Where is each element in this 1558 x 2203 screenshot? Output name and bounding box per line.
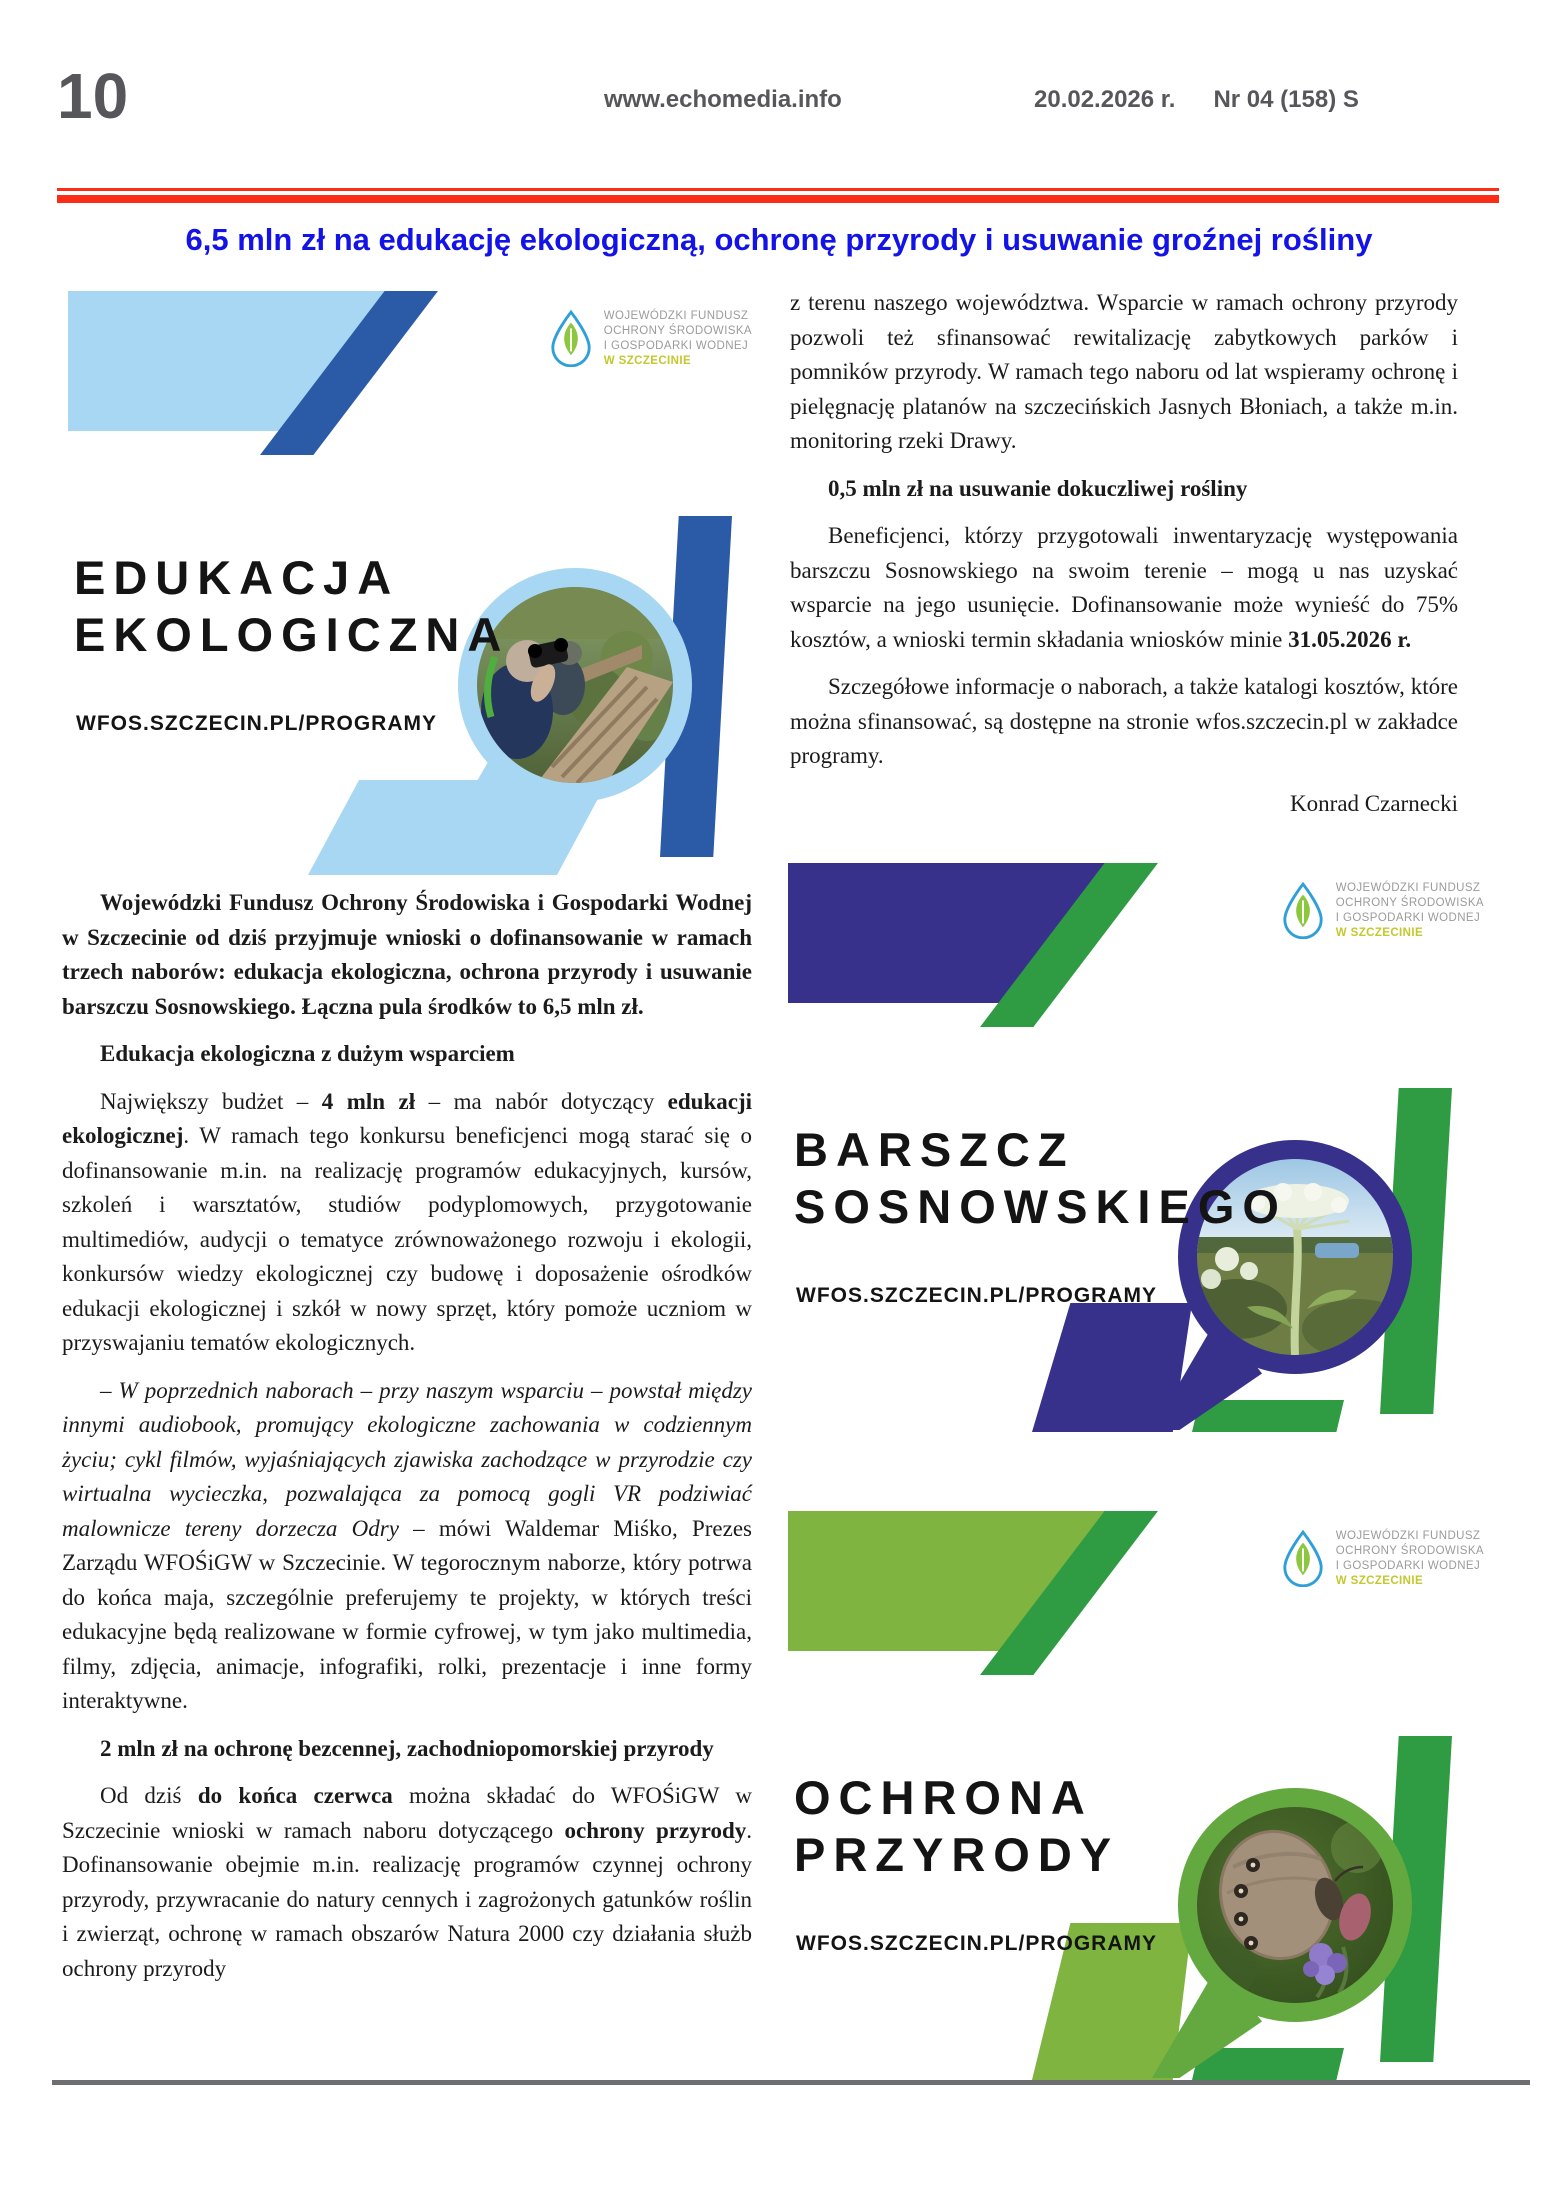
- paragraph-quote: [62, 1374, 752, 1719]
- water-drop-leaf-icon: [1280, 881, 1326, 939]
- card-title: [794, 1121, 1287, 1236]
- wfosigw-logo-text: [1336, 881, 1484, 941]
- issue-info: [1034, 88, 1359, 112]
- wfosigw-logo-text: [1336, 1529, 1484, 1589]
- issue-number: Nr 04 (158) S: [1213, 86, 1359, 113]
- card-title-line2: EKOLOGICZNA: [74, 608, 510, 662]
- text-run: Największy budżet –: [100, 1088, 322, 1114]
- paragraph-continuation: z terenu naszego województwa. Wsparcie w ramach ochrony przyrody pozwoli też sfinansować rewitalizację zabytkowych parków i pomników przyrody. W ramach tego naboru od lat wspieramy ochronę i pielęgnację platanów na szczecińskich Jasnych Błoniach, a także m.in. monitoring rzeki Drawy.: [790, 290, 1458, 453]
- right-column: [790, 286, 1458, 821]
- text-run: . W ramach tego konkursu beneficjenci mogą starać się o dofinansowanie m.in. na realizację programów edukacyjnych, kursów, szkoleń i warsztatów, studiów podyplomowych, przygotowanie multimediów, audycji o tematyce zrównoważonego rozwoju i ekologii, konkursów wiedzy ekologicznej czy budowę i doposażenie ośrodków edukacji ekologicznej i szkół w nowy sprzęt, który pomoże uczniom w przyswajaniu tematów ekologicznych.: [62, 1123, 752, 1355]
- promo-card-barszcz-sosnowskiego: [780, 855, 1492, 1432]
- water-drop-leaf-icon: [548, 309, 594, 367]
- logo-line: I GOSPODARKI WODNEJ: [1335, 911, 1481, 924]
- logo-line: WOJEWÓDZKI FUNDUSZ: [1335, 1530, 1481, 1542]
- italic-quote-run: – W poprzednich naborach – przy naszym wsparciu – powstał między innymi audiobook, promujący ekologiczne zachowania w codziennym życiu; cykl filmów, wyjaśniających zjawiska zachodzące w przyrodzie czy wirtualna wycieczka, pozwalająca za pomocą gogli VR podziwiać malownicze tereny dorzecza Odry: [62, 1377, 752, 1541]
- logo-line: OCHRONY ŚRODOWISKA: [603, 324, 752, 337]
- bold-run: edukacji ekologicznej: [62, 1088, 752, 1148]
- bold-run: 4 mln zł: [321, 1088, 416, 1114]
- author-byline: Konrad Czarnecki: [1290, 790, 1458, 816]
- subhead-edukacja: Edukacja ekologiczna z dużym wsparciem: [100, 1041, 515, 1066]
- logo-line: I GOSPODARKI WODNEJ: [603, 339, 749, 352]
- promo-card-edukacja-ekologiczna: [60, 283, 760, 875]
- card-title: [794, 1769, 1119, 1884]
- paragraph-hogweed: [790, 519, 1458, 657]
- card-photo-butterfly-image: [1197, 1807, 1393, 2003]
- page-number: 10: [57, 60, 129, 132]
- wfosigw-logo: [1280, 1529, 1484, 1589]
- card-title-line1: EDUKACJA: [74, 551, 400, 604]
- header-rule-thick: [57, 195, 1499, 203]
- card-title-line1: OCHRONA: [794, 1771, 1093, 1824]
- water-drop-leaf-icon: [1280, 1529, 1326, 1587]
- paragraph-info: Szczegółowe informacje o naborach, a także katalogi kosztów, które można sfinansować, są dostępne na stronie wfos.szczecin.pl w zakładce programy.: [790, 674, 1458, 768]
- subhead-barszcz: 0,5 mln zł na usuwanie dokuczliwej rośliny: [828, 475, 1248, 501]
- bold-run: ochrony przyrody: [564, 1817, 747, 1843]
- card-title: [74, 549, 509, 664]
- logo-line: OCHRONY ŚRODOWISKA: [1335, 896, 1484, 909]
- logo-line: WOJEWÓDZKI FUNDUSZ: [603, 310, 749, 322]
- bold-run: 31.05.2026 r.: [1288, 626, 1412, 652]
- logo-line: OCHRONY ŚRODOWISKA: [1335, 1544, 1484, 1557]
- card-program-url: WFOS.SZCZECIN.PL/PROGRAMY: [796, 1932, 1157, 1955]
- bold-run: do końca czerwca: [197, 1783, 393, 1808]
- header-rule-thin: [57, 188, 1499, 191]
- paragraph-nature: [62, 1779, 752, 1986]
- subhead-ochrona: 2 mln zł na ochronę bezcennej, zachodniopomorskiej przyrody: [100, 1735, 714, 1761]
- wfosigw-logo: [548, 309, 752, 369]
- card-title-line1: BARSZCZ: [794, 1123, 1075, 1176]
- lead-paragraph: Wojewódzki Fundusz Ochrony Środowiska i Gospodarki Wodnej w Szczecinie od dziś przyjmuje wnioski o dofinansowanie w ramach trzech naborów: edukacja ekologiczna, ochrona przyrody i usuwanie barszczu Sosnowskiego. Łączna pula środków to 6,5 mln zł.: [62, 890, 752, 1019]
- article-headline: 6,5 mln zł na edukację ekologiczną, ochronę przyrody i usuwanie groźnej rośliny: [185, 222, 1373, 257]
- left-column: [62, 886, 752, 1986]
- wfosigw-logo: [1280, 881, 1484, 941]
- text-run: można składać do WFOŚiGW w Szczecinie wnioski w ramach naboru dotyczącego: [62, 1783, 752, 1843]
- card-program-url: WFOS.SZCZECIN.PL/PROGRAMY: [796, 1284, 1157, 1307]
- card-program-url: WFOS.SZCZECIN.PL/PROGRAMY: [76, 712, 437, 735]
- card-title-line2: PRZYRODY: [794, 1828, 1120, 1882]
- website-url: www.echomedia.info: [604, 86, 842, 113]
- card-title-line2: SOSNOWSKIEGO: [794, 1180, 1287, 1234]
- text-run: – mówi Waldemar Miśko, Prezes Zarządu WFOŚiGW w Szczecinie. W tegorocznym naborze, który potrwa do końca maja, szczególnie preferujemy te projekty, w których treści edukacyjne będą realizowane w formie cyfrowej, w tym jako multimedia, filmy, zdjęcia, animacje, infografiki, rolki, prezentacje i inne formy interaktywne.: [62, 1515, 752, 1713]
- logo-line: WOJEWÓDZKI FUNDUSZ: [1335, 882, 1481, 894]
- text-run: Beneficjenci, którzy przygotowali inwentaryzację występowania barszczu Sosnowskiego na swoim terenie – mogą u nas uzyskać wsparcie na jego usunięcie. Dofinansowanie może wynieść do 75% kosztów, a wnioski termin składania wniosków minie: [790, 523, 1458, 652]
- text-run: – ma nabór dotyczący: [415, 1088, 668, 1114]
- logo-line: I GOSPODARKI WODNEJ: [1335, 1559, 1481, 1572]
- logo-city: W SZCZECINIE: [1335, 926, 1424, 939]
- paragraph-budget: [62, 1085, 752, 1361]
- logo-city: W SZCZECINIE: [1335, 1574, 1424, 1587]
- text-run: Od dziś: [100, 1783, 198, 1808]
- wfosigw-logo-text: [604, 309, 752, 369]
- footer-rule: [52, 2080, 1530, 2085]
- logo-city: W SZCZECINIE: [603, 354, 692, 367]
- promo-card-ochrona-przyrody: [780, 1503, 1492, 2080]
- text-run: . Dofinansowanie obejmie m.in. realizację programów czynnej ochrony przyrody, przywracanie do natury cennych i zagrożonych gatunków roślin i zwierząt, ochronę w ramach obszarów Natura 2000 czy działania służb ochrony przyrody: [62, 1817, 753, 1981]
- issue-date: 20.02.2026 r.: [1034, 86, 1176, 113]
